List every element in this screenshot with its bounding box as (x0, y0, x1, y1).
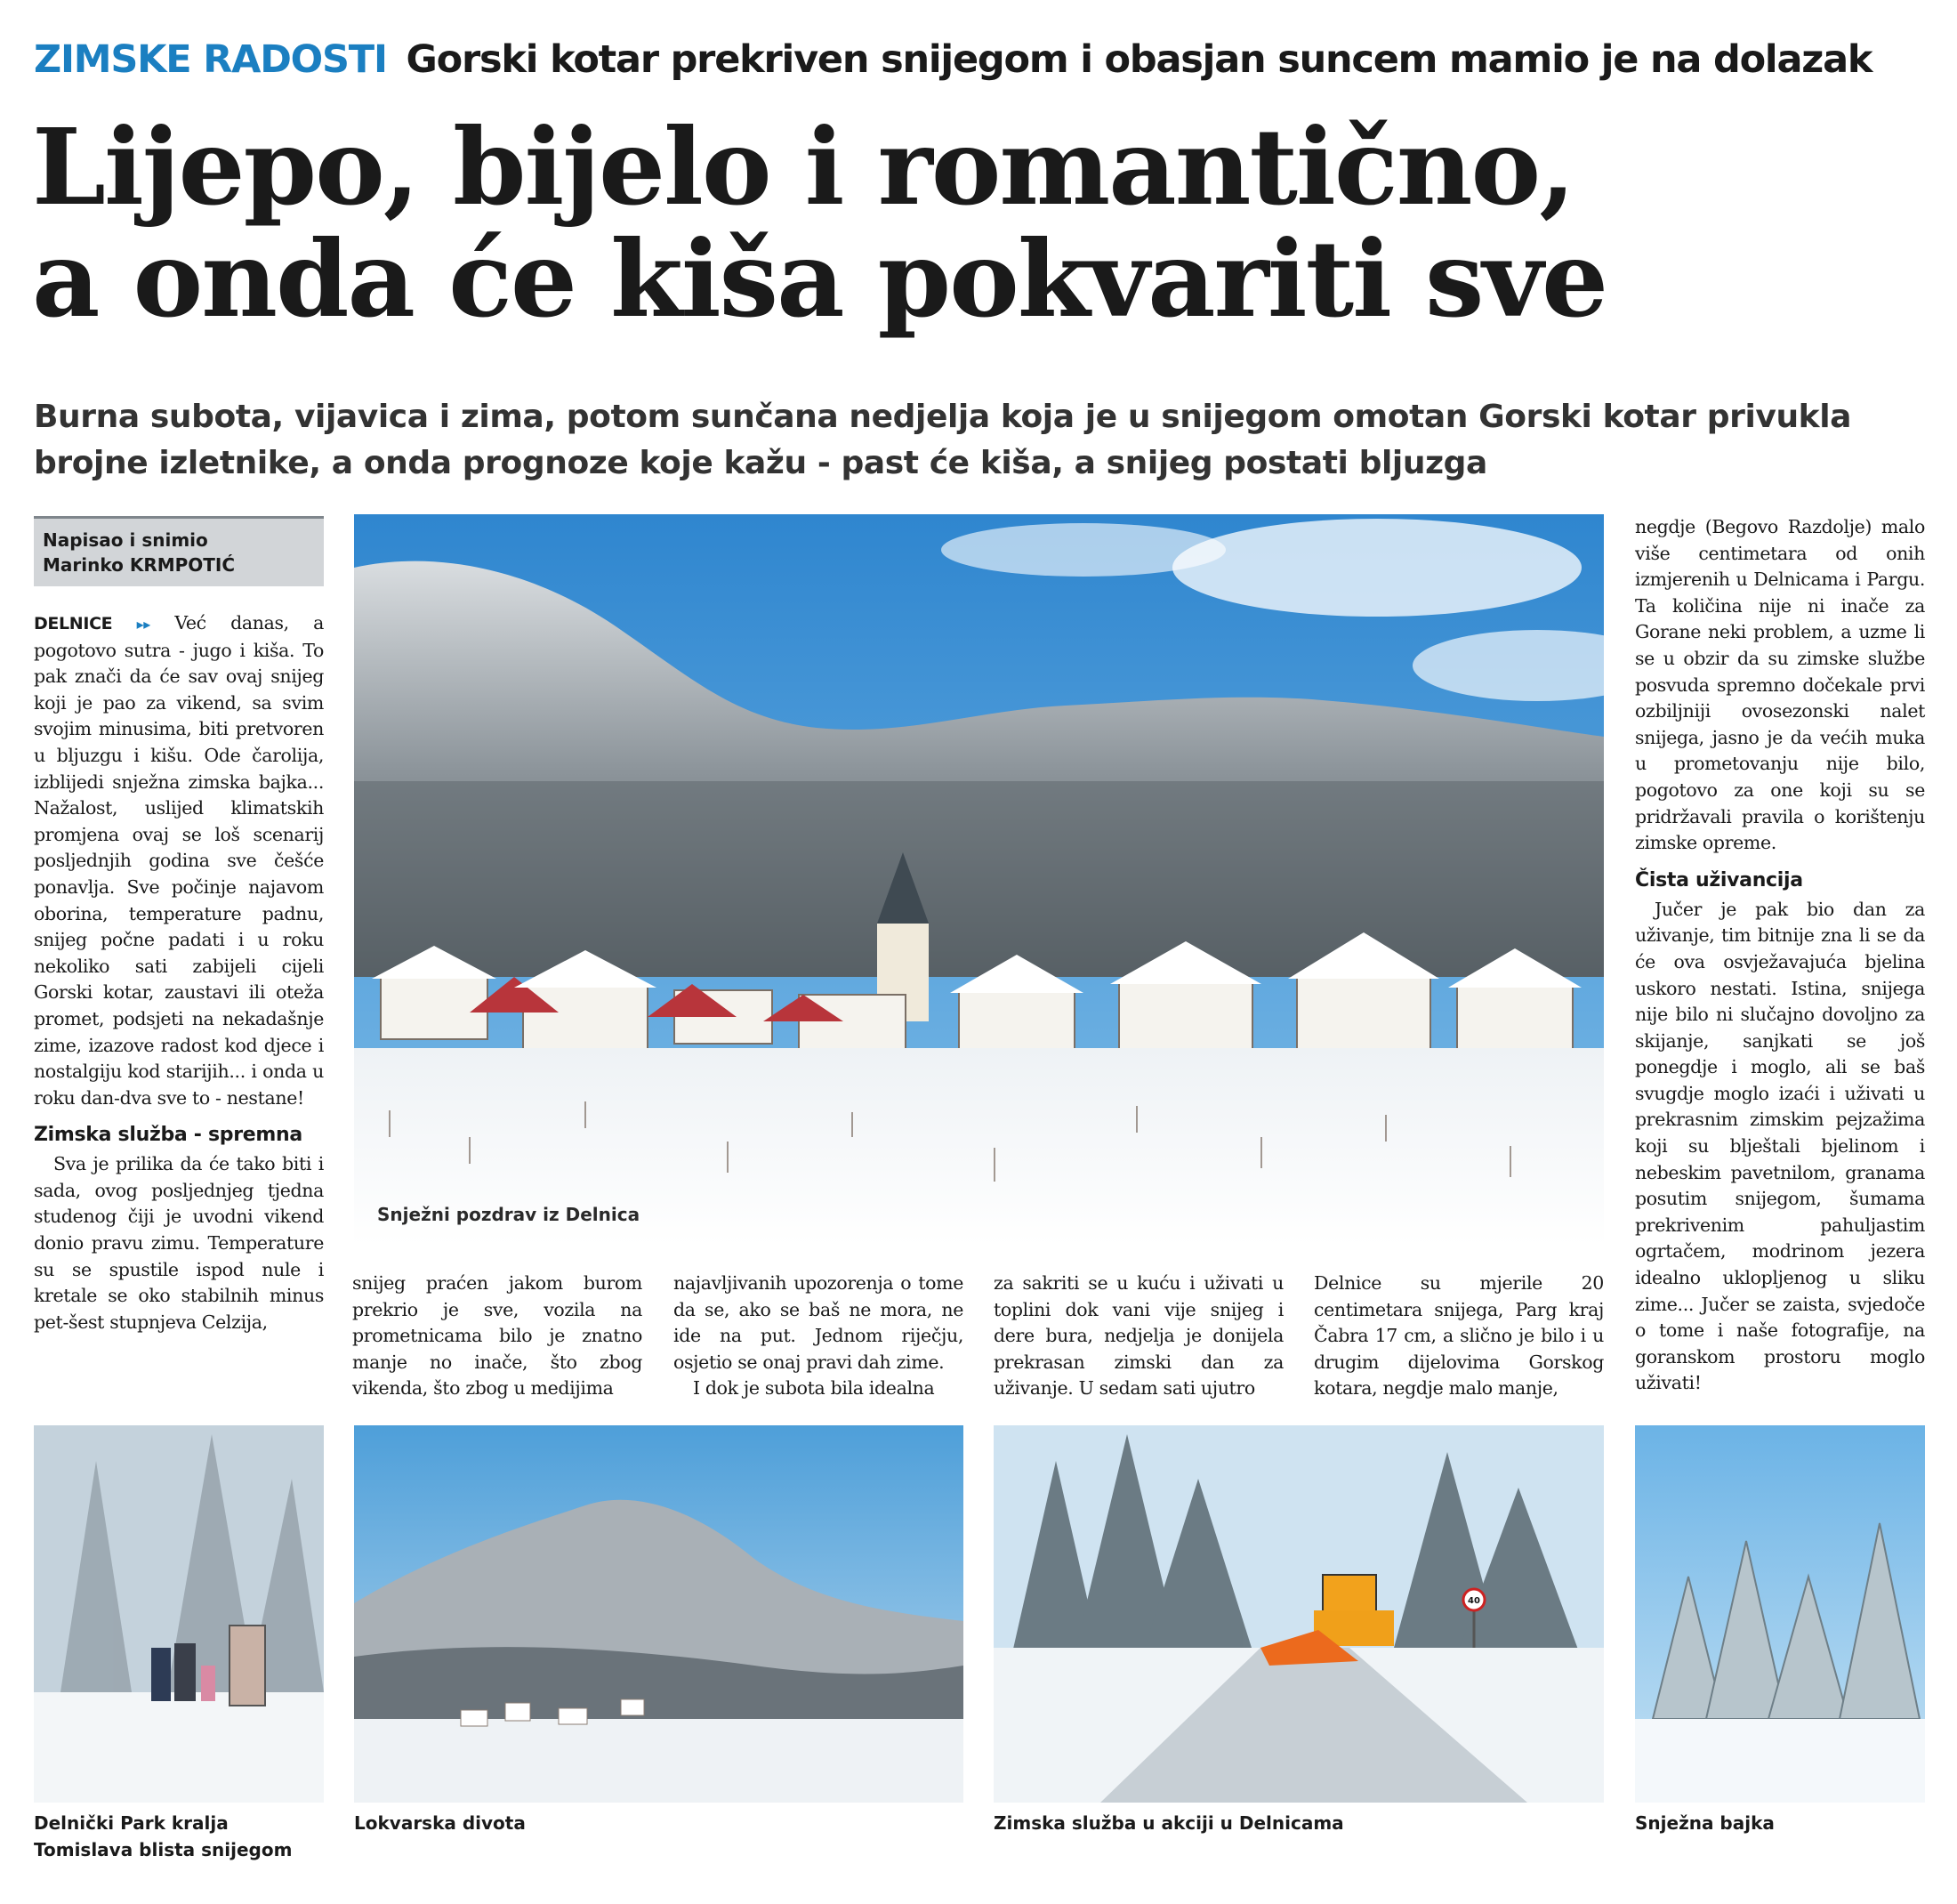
byline-author: Marinko KRMPOTIĆ (43, 554, 236, 576)
main-photo-image (354, 514, 1604, 1246)
subhead-cista-uzivancija: Čista uživancija (1635, 868, 1803, 891)
photo-park (34, 1425, 324, 1803)
paragraph-text: Već danas, a pogotovo sutra - jugo i kiša. To pak znači da će sav ovaj snijeg koji je pao za vikend, sa svim svojim minusima, biti pretvoren u bljuzgu i kišu. Ode čarolija, izblijedi snježna zimska bajka... Nažalost, uslijed klimatskih promjena ovaj se loš scenarij posljednjih godina sve češće ponavlja. Sve počinje najavom oborina, temperature padnu, snijeg počne padati i u roku nekoliko sati zabijeli cijeli Gorski kotar, zaustavi ili oteža promet, podsjeti na nekadašnje zime, izazove radost kod djece i nostalgiju kod starijih... i onda u roku dan-dva sve to - nestane! (34, 612, 324, 1109)
byline (34, 516, 324, 586)
caption-lokve: Lokvarska divota (354, 1812, 526, 1834)
article-paragraph: Delnice su mjerile 20 centimetara snijega, Parg kraj Čabra 17 cm, a slično je bilo i u drugim dijelovima Gorskog kotara, negdje malo manje, (1314, 1272, 1604, 1400)
main-photo-delnice (354, 514, 1604, 1246)
photo-fairytale (1635, 1425, 1925, 1803)
headline (32, 105, 1936, 341)
kicker-text: Gorski kotar prekriven snijegom i obasjan suncem mamio je na dolazak (406, 37, 1872, 82)
kicker (34, 37, 1937, 94)
article-column-1 (34, 610, 324, 1335)
photo-lokve-image (354, 1425, 963, 1803)
dateline: DELNICE (34, 614, 113, 633)
headline-line-2: a onda će kiša pokvariti sve (32, 217, 1607, 341)
deck: Burna subota, vijavica i zima, potom sunčana nedjelja koja je u snijegom omotan Gorski kotar privukla brojne izletnike, a onda prognoze koje kažu - past će kiša, a snijeg postati bljuzga (34, 399, 1852, 481)
caption-fairytale: Snježna bajka (1635, 1812, 1775, 1834)
caption-plow: Zimska služba u akciji u Delnicama (994, 1812, 1344, 1834)
article-paragraph (34, 610, 324, 1111)
photo-fairytale-image (1635, 1425, 1925, 1803)
speed-limit-value: 40 (1468, 1596, 1480, 1606)
article-column-6 (1635, 514, 1925, 1397)
photo-plow (994, 1425, 1604, 1803)
article-paragraph: za sakriti se u kuću i uživati u toplini dok vani vije snijeg i dere bura, nedjelja je donijela prekrasan zimski dan za uživanje. U sedam sati ujutro (994, 1272, 1284, 1400)
dateline-arrow-icon: ▸▸ (136, 616, 150, 633)
article-paragraph: negdje (Begovo Razdolje) malo više centimetara od onih izmjerenih u Delnicama i Pargu. Ta količina nije ni inače za Gorane neki problem, a uzme li se u obzir da su zimske službe posvuda spremno dočekale prvi ozbiljniji ovosezonski nalet snijega, jasno je da većih muka u prometovanju nije bilo, pogotovo za one koji su se pridržavali pravila o korištenju zimske opreme. (1635, 516, 1925, 854)
article-column-4 (994, 1271, 1284, 1402)
article-paragraph: najavljivanih upozorenja o tome da se, ako se baš ne mora, ne ide na put. Jednom riječju, osjetio se onaj pravi dah zime. (673, 1272, 963, 1373)
photo-park-image (34, 1425, 324, 1803)
article-paragraph: snijeg praćen jakom burom prekrio je sve, vozila na prometnicama bilo je znatno manje no inače, što zbog vikenda, što zbog u medijima (352, 1272, 642, 1400)
article-column-3 (673, 1271, 963, 1402)
subhead-zimska-sluzba: Zimska služba - spremna (34, 1124, 302, 1147)
headline-line-1: Lijepo, bijelo i romantično, (32, 105, 1574, 229)
kicker-tag: ZIMSKE RADOSTI (34, 37, 387, 82)
article-paragraph: Sva je prilika da će tako biti i sada, ovog posljednjeg tjedna studenog čiji je uvodni vikend donio pravu zimu. Temperature su se spustile ispod nule i kretale se oko stabilnih minus pet-šest stupnjeva Celzija, (34, 1153, 324, 1333)
caption-park: Delnički Park kralja Tomislava blista snijegom (34, 1812, 293, 1860)
main-photo-caption: Snježni pozdrav iz Delnica (377, 1204, 640, 1225)
article-paragraph: Jučer je pak bio dan za uživanje, tim bitnije zna li se da će ova osvježavajuća bjelina uskoro nestati. Istina, snijega nije bilo ni slučajno dovoljno za skijanje, sanjkati se još ponegdje i moglo, ali se baš svugdje moglo izaći i uživati u prekrasnim zimskim pejzažima koji su blještali bjelinom i nebeskim pavetnilom, granama posutim snijegom, šumama prekrivenim pahuljastim ogrtačem, modrinom jezera idealno uklopljenog u sliku zime... Jučer se zaista, svjedoče o tome i naše fotografije, na goranskom prostoru moglo uživati! (1635, 898, 1925, 1394)
photo-lokve (354, 1425, 963, 1803)
article-column-5 (1314, 1271, 1604, 1402)
article-column-2 (352, 1271, 642, 1402)
article-paragraph: I dok je subota bila idealna (693, 1377, 935, 1400)
photo-plow-image (994, 1425, 1604, 1803)
byline-line-1: Napisao i snimio (43, 529, 208, 551)
